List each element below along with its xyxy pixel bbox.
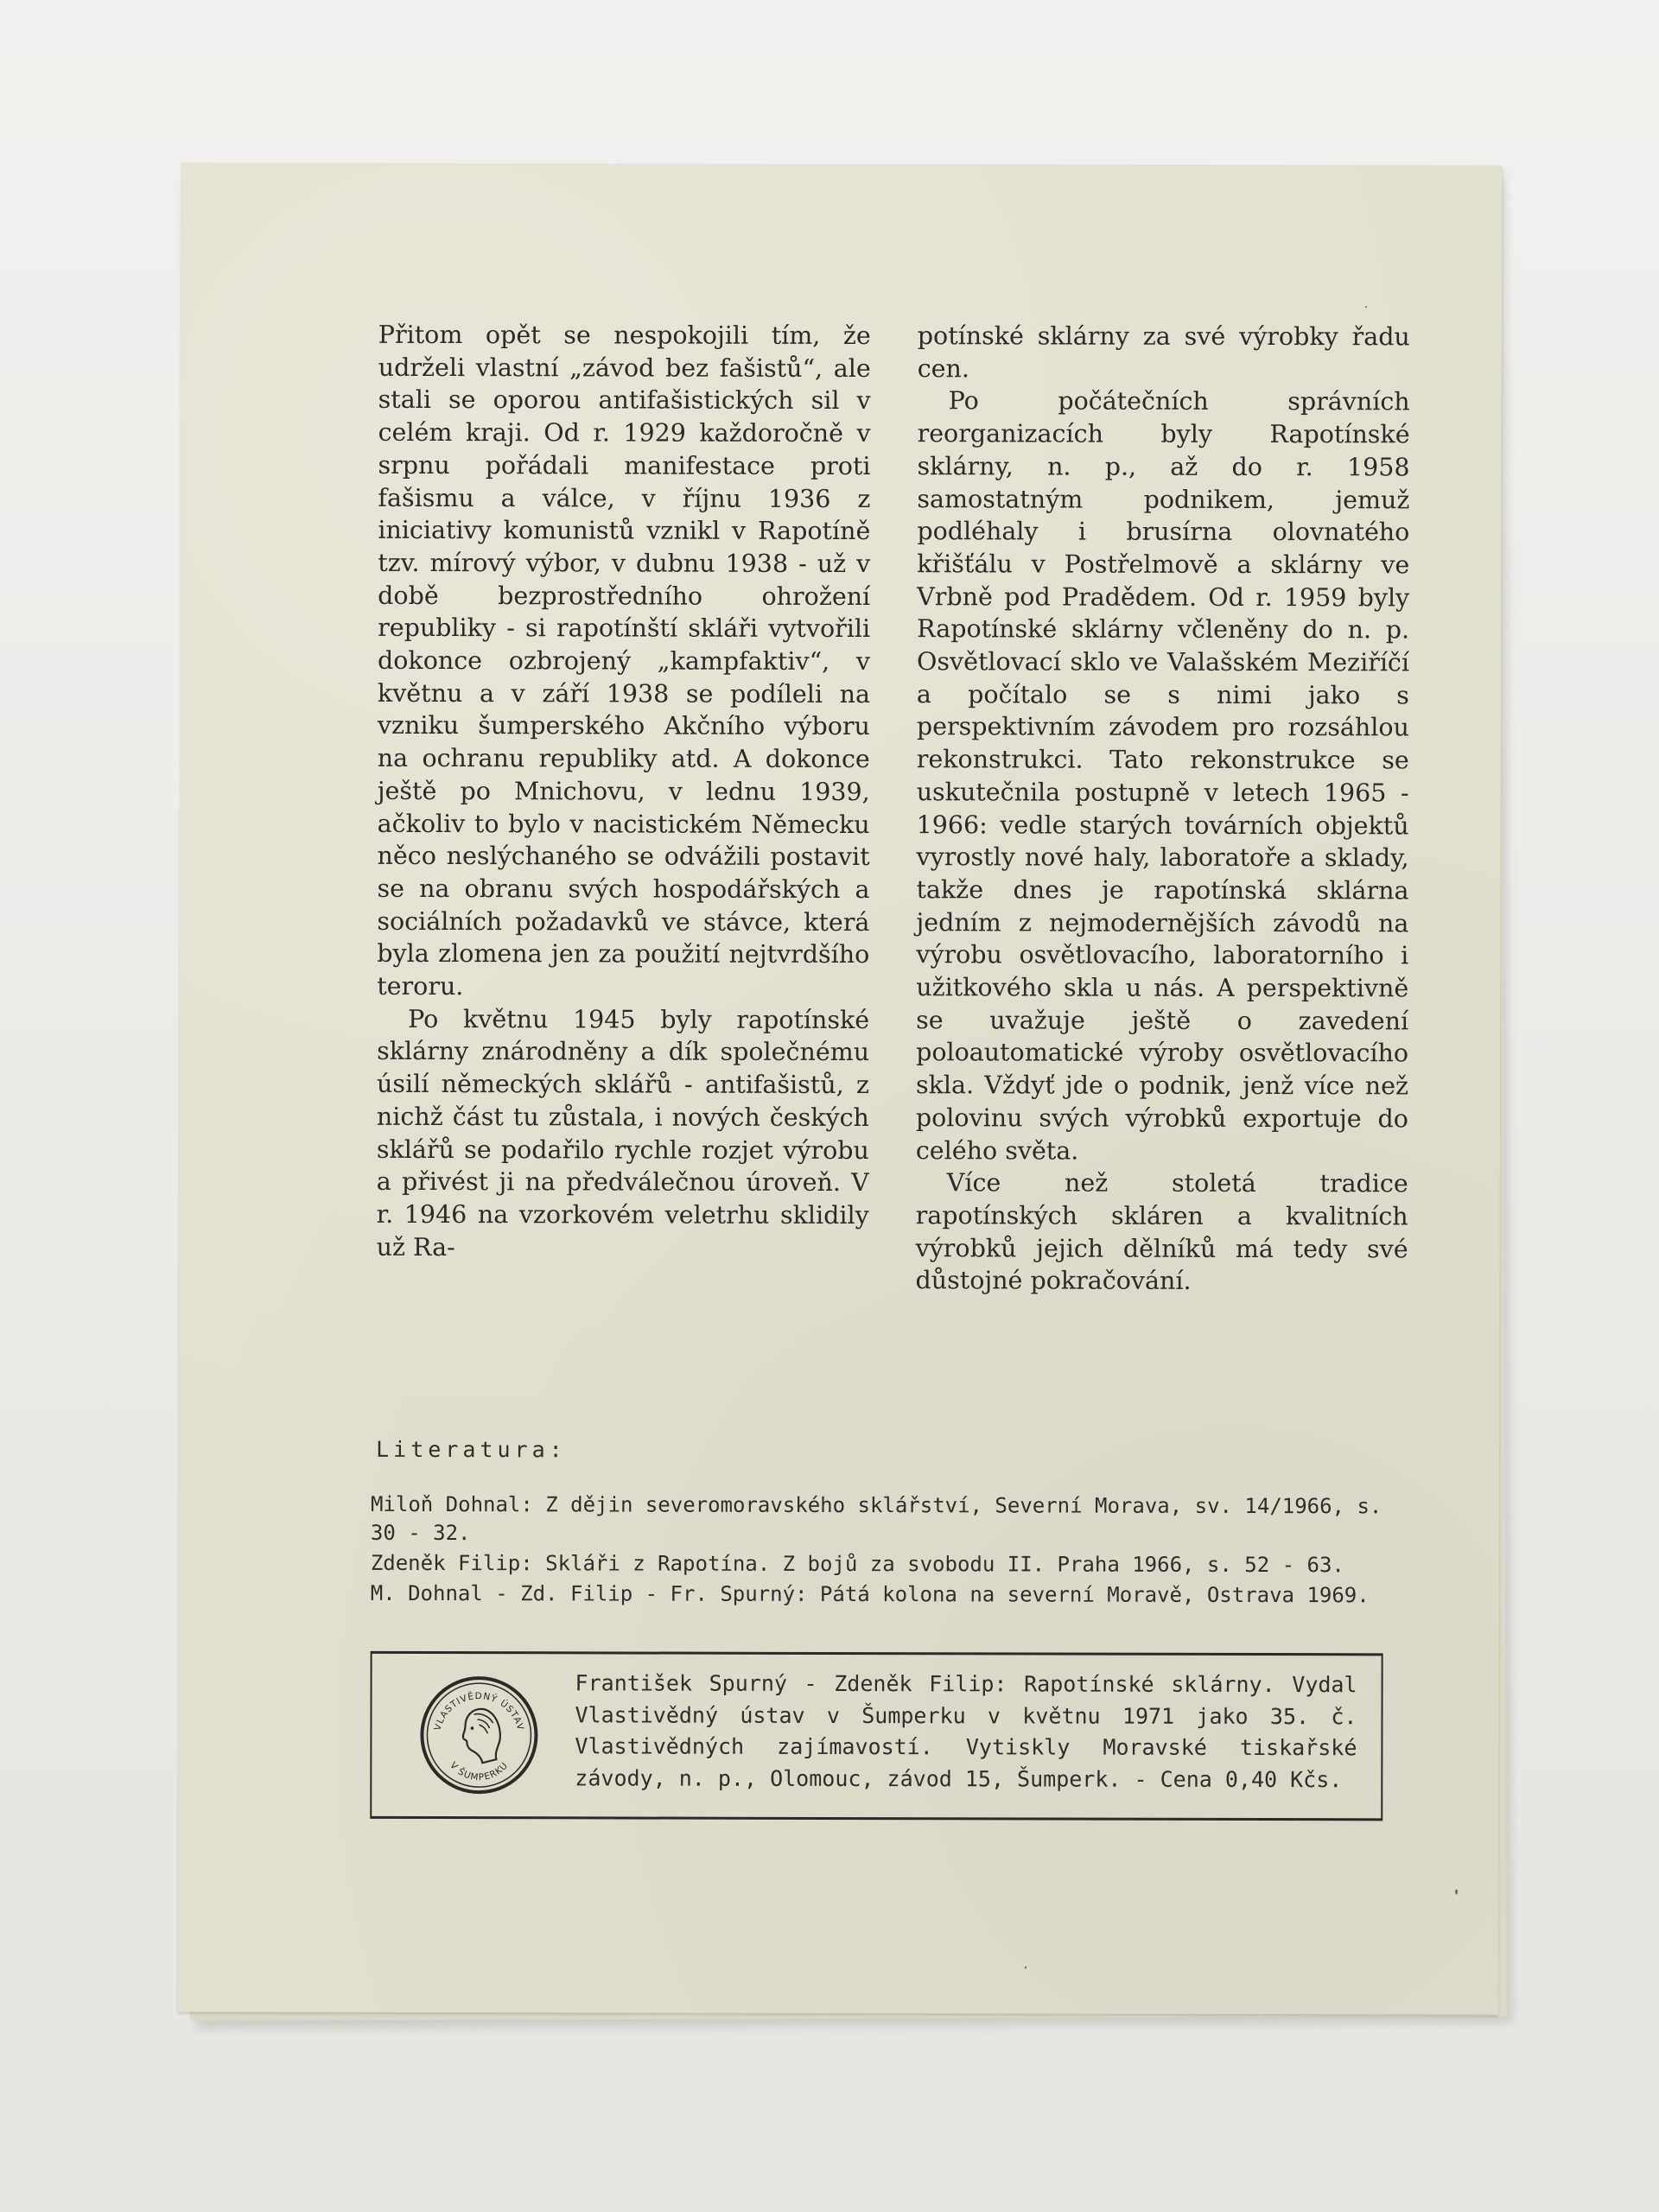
stamp-text-bottom: V ŠUMPERKU [448, 1760, 511, 1783]
text-column-left [377, 319, 871, 1265]
paper-speck [1455, 1889, 1458, 1894]
institute-stamp-icon [416, 1673, 541, 1797]
svg-text:V ŠUMPERKU [448, 1760, 510, 1783]
paragraph: potínské sklárny za své výrobky řadu cen. [917, 321, 1410, 384]
colophon-text: František Spurný - Zdeněk Filip: Rapotínské sklárny. Vydal Vlastivědný ústav v Šumperku v květnu 1971 jako 35. č. Vlastivědných zajímavostí. Vytiskly Moravské tiskařské závody, n. p., Olomouc, závod 15, Šumperk. - Cena 0,40 Kčs. [575, 1670, 1357, 1792]
svg-text:VLASTIVĚDNÝ ÚSTAV [432, 1690, 525, 1732]
stamp-text-top: VLASTIVĚDNÝ ÚSTAV [432, 1691, 526, 1732]
paper-speck [1365, 306, 1367, 308]
text-column-right [915, 320, 1409, 1298]
literature-entry: M. Dohnal - Zd. Filip - Fr. Spurný: Pátá kolona na severní Moravě, Ostrava 1969. [370, 1580, 1370, 1608]
paragraph: Přitom opět se nespokojili tím, že udrželi vlastní „závod bez fašistů“, ale stali se oporou antifašistických sil v celém kraji. Od r. 1929 každoročně v srpnu pořádali manifestace proti fašismu a válce, v říjnu 1936 z iniciativy komunistů vznikl v Rapotíně tzv. mírový výbor, v dubnu 1938 - už v době bezprostředního ohrožení republiky - si rapotínští skláři vytvořili dokonce ozbrojený „kampfaktiv“, v květnu a v září 1938 se podíleli na vzniku šumperského Akčního výboru na ochranu republiky atd. A dokonce ještě po Mnichovu, v lednu 1939, ačkoliv to bylo v nacistickém Německu něco neslýchaného se odvážili postavit se na obranu svých hospodářských a sociálních požadavků ve stávce, která byla zlomena jen za použití nejtvrdšího teroru. [377, 320, 871, 1001]
booklet-page [178, 162, 1502, 2014]
literature-list [371, 1491, 1408, 1612]
colophon-box [370, 1651, 1382, 1821]
paragraph: Po květnu 1945 byly rapotínské sklárny znárodněny a dík společnému úsilí německých sklářů - antifašistů, z nichž část tu zůstala, i nových českých sklářů se podařilo rychle rozjet výrobu a přivést ji na předválečnou úroveň. V r. 1946 na vzorkovém veletrhu sklidily už Ra- [376, 1004, 870, 1262]
literature-entry: Zdeněk Filip: Skláři z Rapotína. Z bojů za svobodu II. Praha 1966, s. 52 - 63. [370, 1550, 1344, 1578]
literature-heading: Literatura: [376, 1436, 567, 1463]
paragraph: Více než stoletá tradice rapotínských skláren a kvalitních výrobků jejich dělníků má tedy své důstojné pokračování. [915, 1168, 1408, 1296]
paper-speck [1025, 1966, 1027, 1968]
literature-entry: Miloň Dohnal: Z dějin severomoravského sklářství, Severní Morava, sv. 14/1966, s. 30 - 32. [370, 1491, 1382, 1546]
paragraph: Po počátečních správních reorganizacích byly Rapotínské sklárny, n. p., až do r. 1958 samostatným podnikem, jemuž podléhaly i brusírna olovnatého křišťálu v Postřelmově a sklárny ve Vrbně pod Pradědem. Od r. 1959 byly Rapotínské sklárny včleněny do n. p. Osvětlovací sklo ve Valašském Meziříčí a počítalo se s nimi jako s perspektivním závodem pro rozsáhlou rekonstrukci. Tato rekonstrukce se uskutečnila postupně v letech 1965 - 1966: vedle starých továrních objektů vyrostly nové haly, laboratoře a sklady, takže dnes je rapotínská sklárna jedním z nejmodernějších závodů na výrobu osvětlovacího, laboratorního i užitkového skla u nás. A perspektivně se uvažuje ještě o zavedení poloautomatické výroby osvětlovacího skla. Vždyť jde o podnik, jenž více než polovinu svých výrobků exportuje do celého světa. [915, 386, 1410, 1166]
